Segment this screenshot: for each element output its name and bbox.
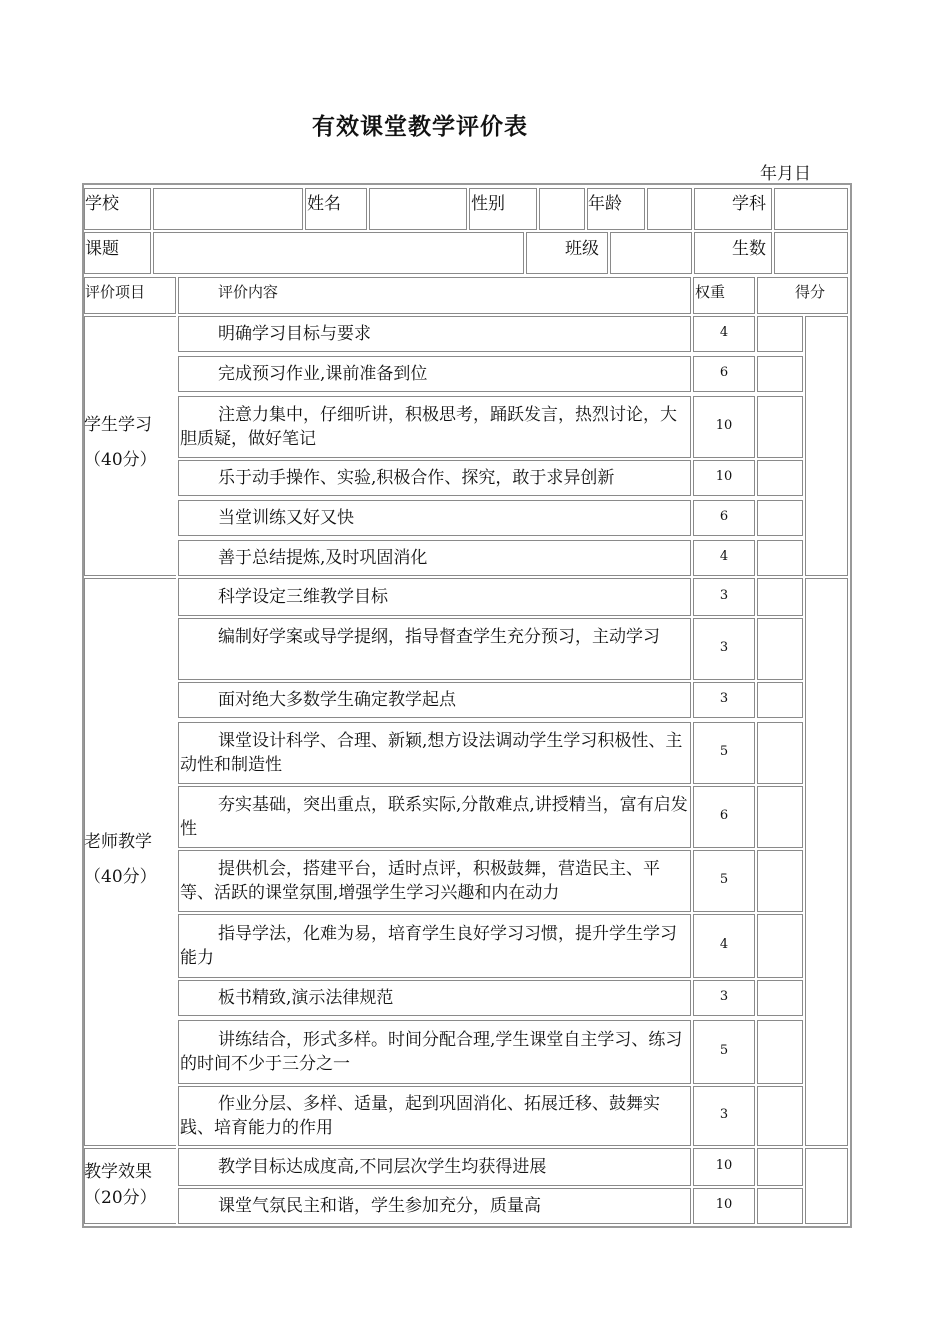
section-cell-teacher <box>84 578 176 1146</box>
score-field[interactable] <box>757 722 803 784</box>
age-label: 年龄 <box>588 194 622 214</box>
criterion-text: 乐于动手操作、实验,积极合作、探究，敢于求异创新 <box>218 468 615 488</box>
name-label: 姓名 <box>307 194 341 214</box>
remark-cell-student <box>805 316 848 576</box>
weight-value: 10 <box>715 1158 733 1173</box>
criterion-text: 善于总结提炼,及时巩固消化 <box>218 548 428 568</box>
age-field <box>647 188 692 230</box>
weight-value: 5 <box>719 744 729 759</box>
criterion-text: 教学目标达成度高,不同层次学生均获得进展 <box>218 1157 547 1177</box>
class-label: 班级 <box>565 239 599 259</box>
criterion-text: 课堂气氛民主和谐，学生参加充分，质量高 <box>218 1196 541 1216</box>
weight-value: 3 <box>719 588 729 603</box>
item-header: 评价项目 <box>85 283 146 301</box>
score-field[interactable] <box>757 396 803 458</box>
weight-value: 4 <box>719 549 729 564</box>
score-field[interactable] <box>757 356 803 392</box>
weight-value: 5 <box>719 1043 729 1058</box>
criterion-text: 完成预习作业,课前准备到位 <box>218 364 428 384</box>
section-points-student: （40分） <box>84 450 157 470</box>
weight-value: 3 <box>719 640 729 655</box>
students-field <box>774 232 848 274</box>
criterion-text: 讲练结合，形式多样。时间分配合理,学生课堂自主学习、练习的时间不少于三分之一 <box>180 1030 683 1074</box>
score-field[interactable] <box>757 460 803 496</box>
section-name-teacher: 老师教学 <box>84 832 152 852</box>
weight-value: 5 <box>719 872 729 887</box>
score-field[interactable] <box>757 578 803 616</box>
criterion-text: 注意力集中，仔细听讲，积极思考，踊跃发言，热烈讨论，大胆质疑，做好笔记 <box>180 405 677 449</box>
weight-value: 6 <box>719 808 729 823</box>
weight-value: 4 <box>719 937 729 952</box>
criterion-text: 板书精致,演示法律规范 <box>218 988 394 1008</box>
class-field <box>610 232 692 274</box>
criterion-text: 当堂训练又好又快 <box>218 508 354 528</box>
criterion-text: 夯实基础，突出重点，联系实际,分散难点,讲授精当，富有启发性 <box>180 795 688 839</box>
criterion-text: 指导学法，化难为易，培育学生良好学习习惯，提升学生学习能力 <box>180 924 677 968</box>
school-field <box>153 188 303 230</box>
weight-value: 3 <box>719 691 729 706</box>
score-field[interactable] <box>757 1020 803 1084</box>
gender-field <box>539 188 585 230</box>
criterion-text: 科学设定三维教学目标 <box>218 587 388 607</box>
weight-value: 10 <box>715 469 733 484</box>
weight-value: 10 <box>715 1197 733 1212</box>
weight-value: 3 <box>719 1107 729 1122</box>
remark-cell-effect <box>805 1148 848 1224</box>
score-field[interactable] <box>757 682 803 718</box>
section-cell-student <box>84 316 176 576</box>
section-points-effect: （20分） <box>84 1188 157 1208</box>
section-name-effect: 教学效果 <box>84 1162 152 1182</box>
criterion-text: 编制好学案或导学提纲，指导督查学生充分预习，主动学习 <box>218 627 660 647</box>
score-field[interactable] <box>757 914 803 978</box>
weight-header: 权重 <box>695 283 726 301</box>
score-header: 得分 <box>795 283 826 301</box>
score-field[interactable] <box>757 1188 803 1224</box>
weight-value: 6 <box>719 365 729 380</box>
weight-value: 4 <box>719 325 729 340</box>
page-title: 有效课堂教学评价表 <box>312 113 528 140</box>
score-field[interactable] <box>757 850 803 912</box>
students-label: 生数 <box>732 239 766 259</box>
score-field[interactable] <box>757 786 803 848</box>
name-field <box>369 188 467 230</box>
weight-value: 3 <box>719 989 729 1004</box>
remark-cell-teacher <box>805 578 848 1146</box>
section-points-teacher: （40分） <box>84 867 157 887</box>
score-field[interactable] <box>757 1086 803 1146</box>
score-field[interactable] <box>757 540 803 576</box>
school-label: 学校 <box>85 194 119 214</box>
weight-value: 6 <box>719 509 729 524</box>
score-field[interactable] <box>757 316 803 352</box>
topic-field <box>153 232 524 274</box>
criterion-text: 面对绝大多数学生确定教学起点 <box>218 690 456 710</box>
content-header: 评价内容 <box>218 283 279 301</box>
criterion-text: 明确学习目标与要求 <box>218 324 371 344</box>
criterion-text: 作业分层、多样、适量，起到巩固消化、拓展迁移、鼓舞实践、培育能力的作用 <box>180 1094 660 1138</box>
score-field[interactable] <box>757 618 803 680</box>
score-field[interactable] <box>757 500 803 536</box>
weight-value: 10 <box>715 418 733 433</box>
score-field[interactable] <box>757 1148 803 1186</box>
gender-label: 性别 <box>471 194 505 214</box>
criterion-text: 课堂设计科学、合理、新颖,想方设法调动学生学习积极性、主动性和制造性 <box>180 731 683 775</box>
date-label: 年月日 <box>760 164 811 184</box>
topic-label: 课题 <box>85 239 119 259</box>
score-field[interactable] <box>757 980 803 1016</box>
section-name-student: 学生学习 <box>84 415 152 435</box>
subject-label: 学科 <box>732 194 766 214</box>
criterion-text: 提供机会，搭建平台，适时点评，积极鼓舞，营造民主、平等、活跃的课堂氛围,增强学生学习兴趣和内在动力 <box>180 859 660 903</box>
subject-field <box>774 188 848 230</box>
